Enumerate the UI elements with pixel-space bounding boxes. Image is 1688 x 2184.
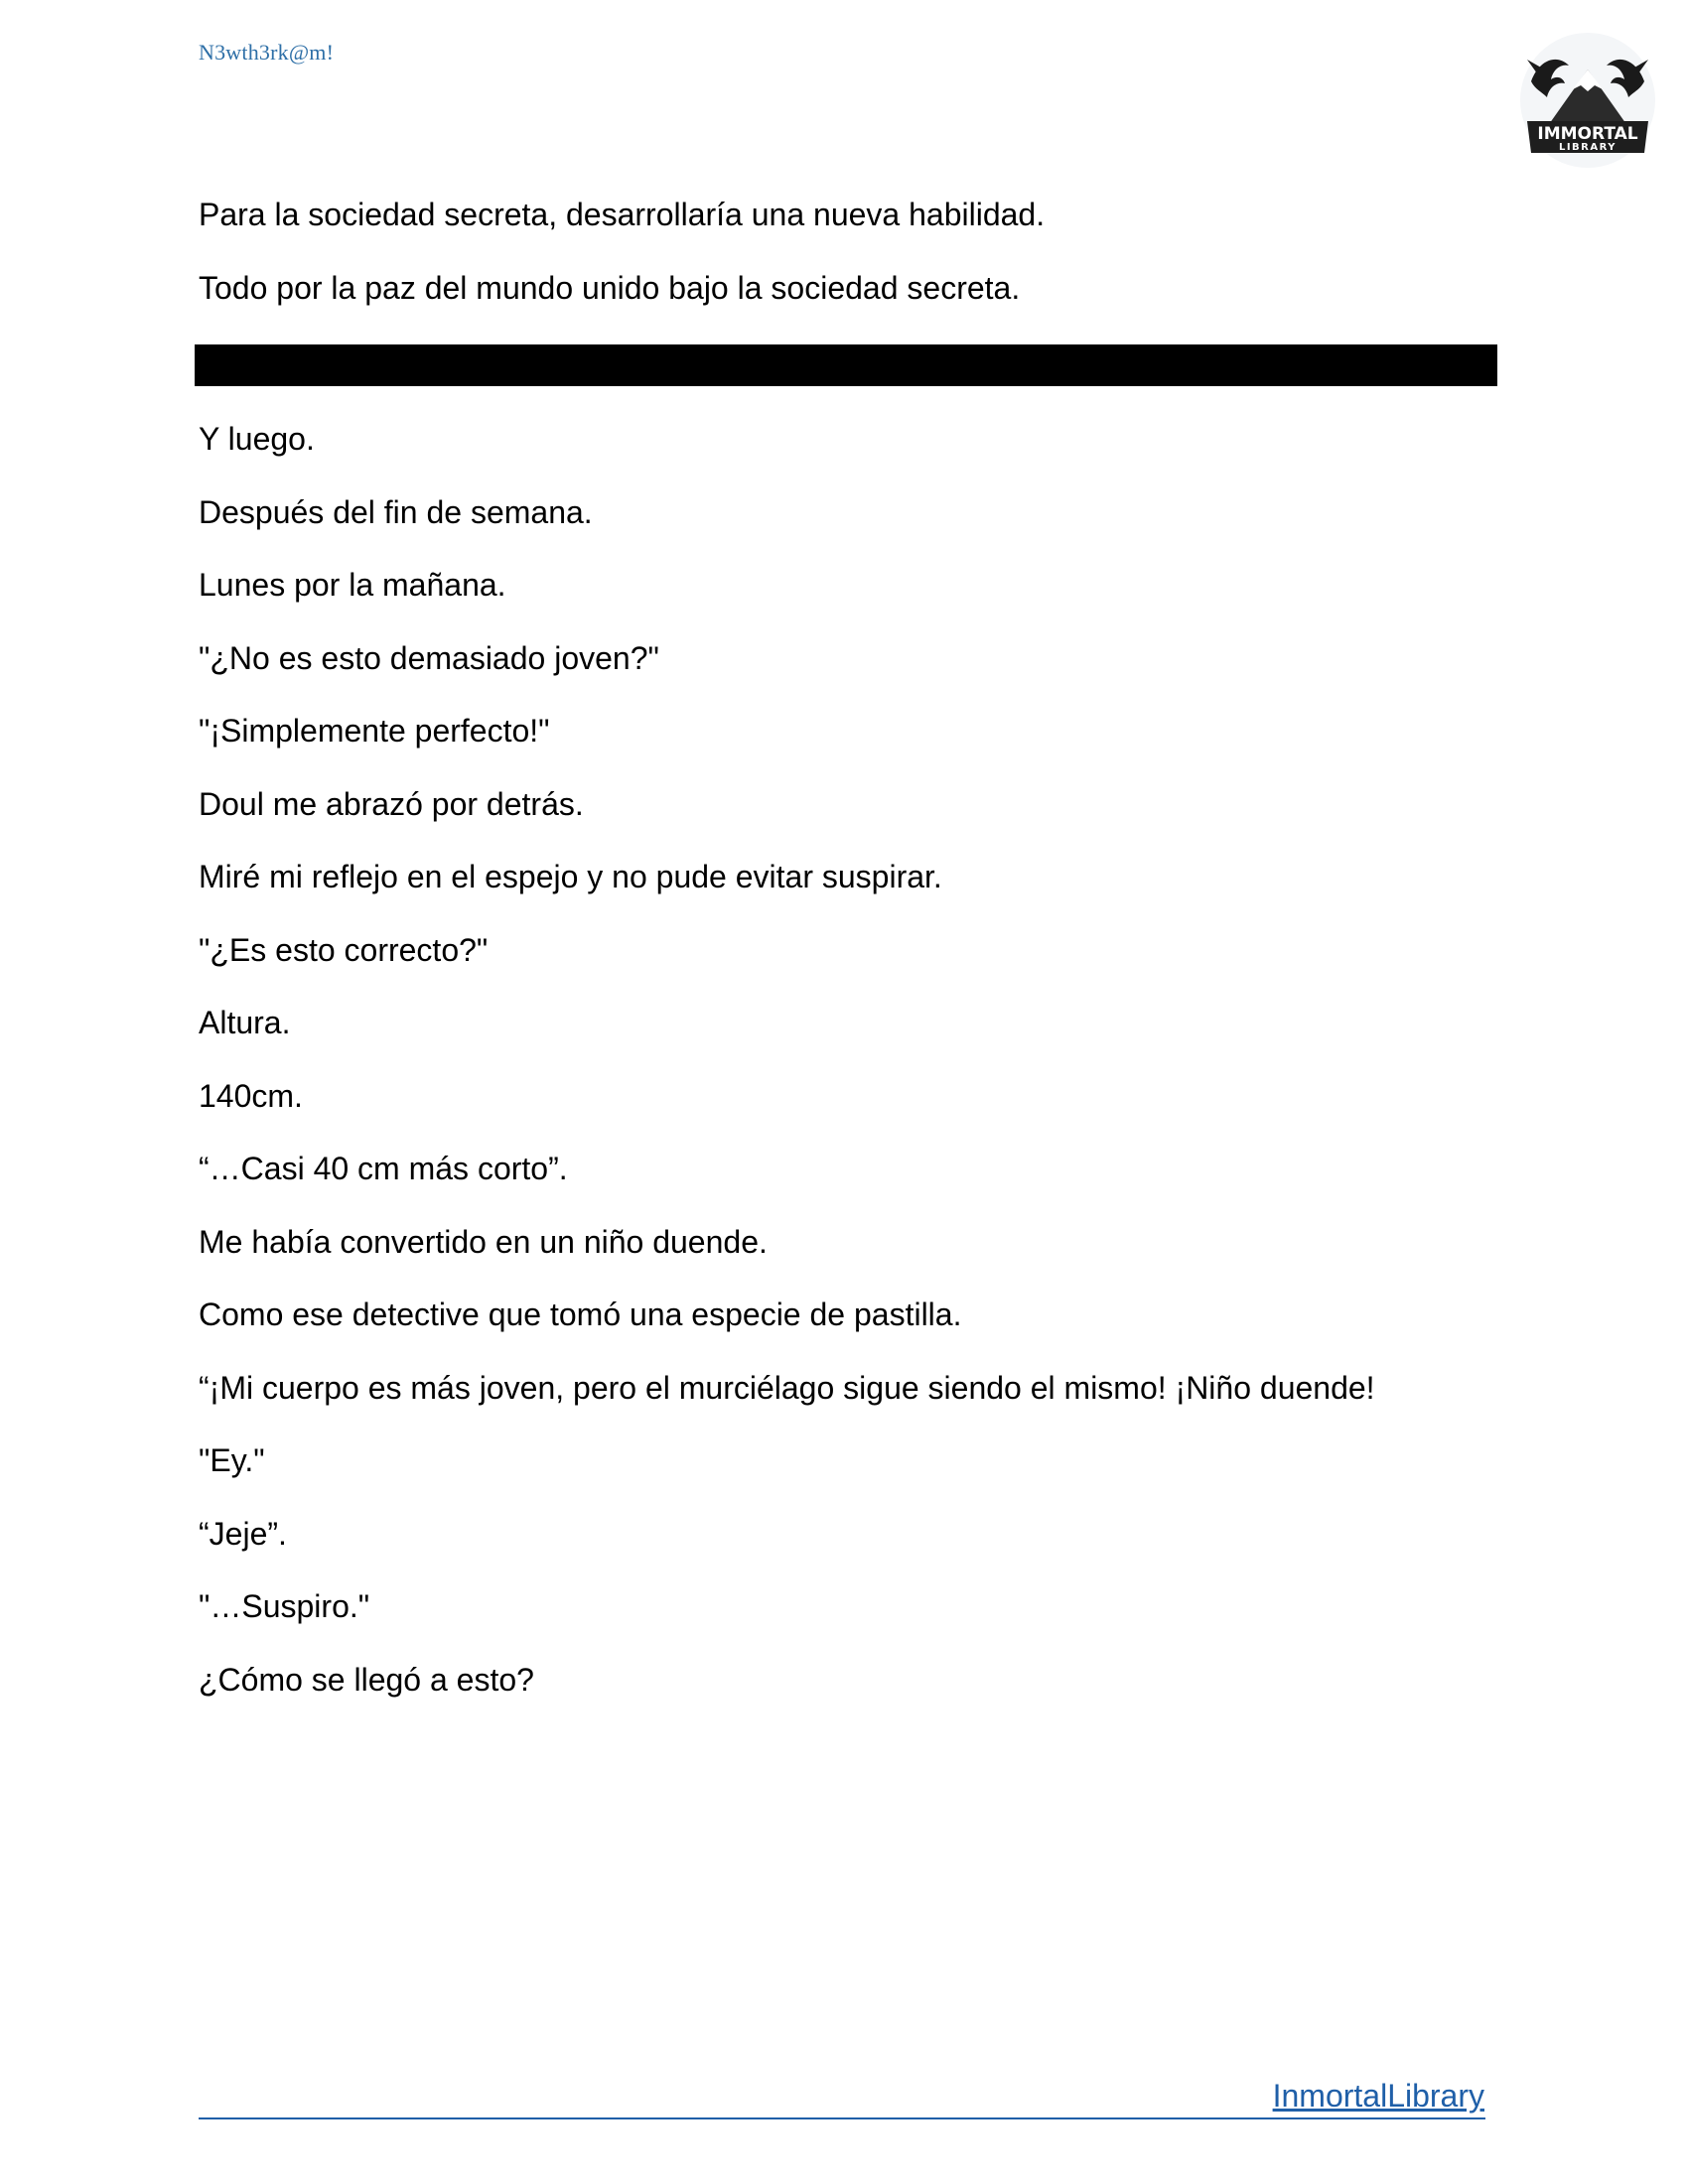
paragraph: “Jeje”. xyxy=(199,1515,287,1552)
paragraph: ¿Cómo se llegó a esto? xyxy=(199,1661,534,1698)
paragraph: Todo por la paz del mundo unido bajo la sociedad secreta. xyxy=(199,269,1021,306)
paragraph: Después del fin de semana. xyxy=(199,493,593,530)
upper-text-block xyxy=(199,195,1489,341)
immortal-library-logo xyxy=(1517,30,1658,171)
paragraph: "Ey." xyxy=(199,1442,265,1478)
paragraph: Para la sociedad secreta, desarrollaría una nueva habilidad. xyxy=(199,197,1046,232)
paragraph: Miré mi reflejo en el espejo y no pude evitar suspirar. xyxy=(199,859,942,894)
paragraph: Me había convertido en un niño duende. xyxy=(199,1223,768,1260)
dragons-mountain-logo-icon xyxy=(1517,30,1658,171)
paragraph: Doul me abrazó por detrás. xyxy=(199,785,584,822)
paragraph: "¿Es esto correcto?" xyxy=(199,931,489,968)
paragraph: Lunes por la mañana. xyxy=(199,567,506,603)
paragraph: Como ese detective que tomó una especie de pastilla. xyxy=(199,1297,962,1332)
logo-bottom-text: LIBRARY xyxy=(1558,142,1618,153)
paragraph: 140cm. xyxy=(199,1077,303,1114)
footer-site-link[interactable]: InmortalLibrary xyxy=(1272,2078,1484,2114)
paragraph: "…Suspiro." xyxy=(199,1588,370,1624)
paragraph: “¡Mi cuerpo es más joven, pero el murciélago sigue siendo el mismo! ¡Niño duende! xyxy=(199,1369,1375,1406)
logo-top-text: IMMORTAL xyxy=(1537,124,1638,144)
section-divider-bar xyxy=(195,344,1497,386)
paragraph: "¡Simplemente perfecto!" xyxy=(199,713,550,749)
lower-text-block xyxy=(199,419,1489,1732)
paragraph: Altura. xyxy=(199,1005,291,1040)
paragraph: "¿No es esto demasiado joven?" xyxy=(199,639,659,676)
paragraph: “…Casi 40 cm más corto”. xyxy=(199,1151,568,1186)
header-watermark: N3wth3rk@m! xyxy=(199,40,335,65)
paragraph: Y luego. xyxy=(199,421,315,457)
footer-underline-rule xyxy=(199,2117,1485,2119)
